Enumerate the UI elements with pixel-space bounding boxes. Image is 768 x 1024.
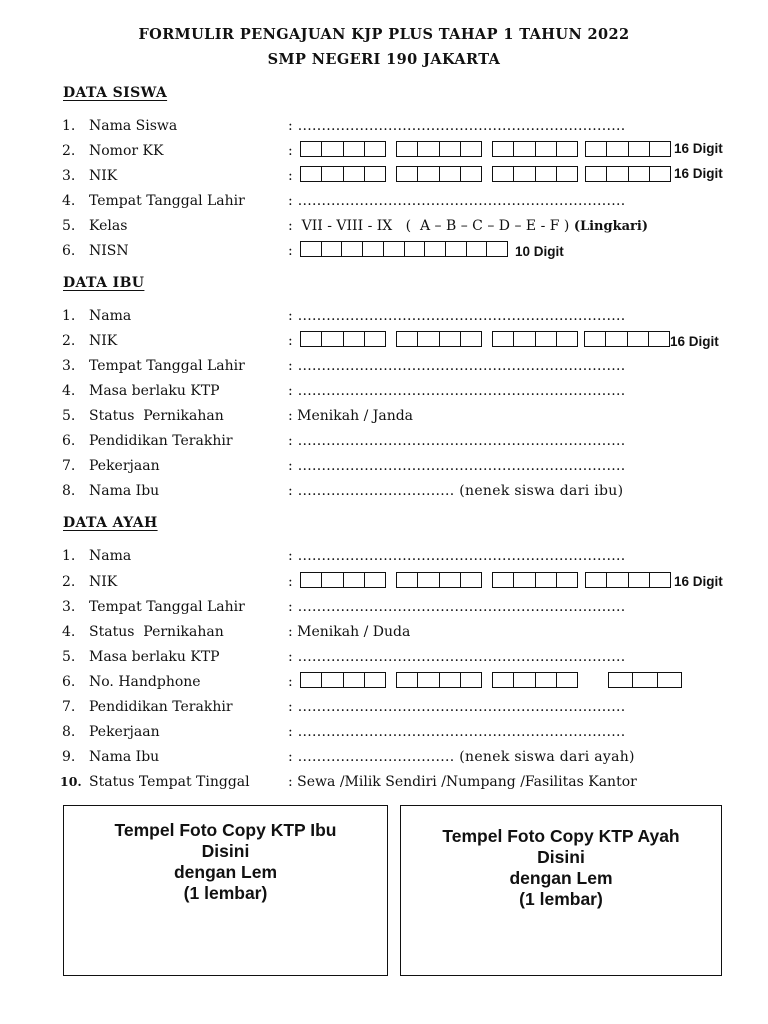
paste-line: dengan Lem xyxy=(173,862,278,882)
paste-line: dengan Lem xyxy=(509,868,613,888)
ibu-nama-field[interactable]: : ..................................................................... xyxy=(288,308,626,324)
field-label: NIK xyxy=(89,168,118,184)
field-label: Tempat Tanggal Lahir xyxy=(89,358,245,374)
ibu-pekerjaan-row xyxy=(0,458,768,480)
field-label: Status Pernikahan xyxy=(89,624,224,640)
paste-line: Tempel Foto Copy KTP Ayah xyxy=(442,826,680,846)
ibu-pendidikan-field[interactable]: : ..................................................................... xyxy=(288,433,626,449)
item-number: 8. xyxy=(62,483,76,499)
ibu-nik-row xyxy=(0,333,768,355)
ayah-nama-row xyxy=(0,548,768,570)
field-label: Status Tempat Tinggal xyxy=(89,774,250,790)
siswa-nama-row xyxy=(0,118,768,140)
field-label: Pendidikan Terakhir xyxy=(89,699,233,715)
field-label: Masa berlaku KTP xyxy=(89,649,220,665)
paste-line: (1 lembar) xyxy=(183,883,268,903)
digit-count-label: 16 Digit xyxy=(670,334,719,349)
ibu-ttl-row xyxy=(0,358,768,380)
digit-count-label: 10 Digit xyxy=(515,244,564,259)
school-name: SMP NEGERI 190 JAKARTA xyxy=(267,51,501,68)
ayah-ttl-row xyxy=(0,599,768,621)
ayah-nama-field[interactable]: : ..................................................................... xyxy=(288,548,626,564)
item-number: 1. xyxy=(62,308,76,324)
ktp-ibu-paste-box xyxy=(63,805,388,976)
paste-line: Disini xyxy=(537,847,585,867)
paste-instructions xyxy=(64,820,387,904)
ayah-tinggal-options[interactable]: : Sewa /Milik Sendiri /Numpang /Fasilitas Kantor xyxy=(288,774,637,790)
siswa-nisn-row xyxy=(0,243,768,265)
ibu-ttl-field[interactable]: : ..................................................................... xyxy=(288,358,626,374)
ibu-status-row xyxy=(0,408,768,430)
digit-box-group[interactable] xyxy=(585,141,671,157)
item-number: 10. xyxy=(60,774,82,789)
item-number: 5. xyxy=(62,408,76,424)
item-number: 5. xyxy=(62,649,76,665)
field-label: NISN xyxy=(89,243,129,259)
field-label: Status Pernikahan xyxy=(89,408,224,424)
siswa-ttl-row xyxy=(0,193,768,215)
ayah-ktp-row xyxy=(0,649,768,671)
ayah-pendidikan-row xyxy=(0,699,768,721)
digit-box-group[interactable] xyxy=(585,572,671,588)
field-label: Tempat Tanggal Lahir xyxy=(89,193,245,209)
item-number: 6. xyxy=(62,243,76,259)
ibu-nama-ibu-row xyxy=(0,483,768,505)
field-label: Pekerjaan xyxy=(89,458,160,474)
item-number: 8. xyxy=(62,724,76,740)
field-label: NIK xyxy=(89,574,118,590)
siswa-ttl-field[interactable]: : ..................................................................... xyxy=(288,193,626,209)
item-number: 3. xyxy=(62,599,76,615)
digit-box-group[interactable] xyxy=(300,166,386,182)
digit-box-group[interactable] xyxy=(492,141,578,157)
ayah-ktp-field[interactable]: : ..................................................................... xyxy=(288,649,626,665)
digit-box-group[interactable] xyxy=(585,166,671,182)
item-number: 1. xyxy=(62,548,76,564)
ibu-pendidikan-row xyxy=(0,433,768,455)
item-number: 6. xyxy=(62,433,76,449)
digit-box-group[interactable] xyxy=(300,672,386,688)
form-title: FORMULIR PENGAJUAN KJP PLUS TAHAP 1 TAHUN 2022 xyxy=(138,26,630,43)
digit-box-group[interactable] xyxy=(396,141,482,157)
field-label: Pendidikan Terakhir xyxy=(89,433,233,449)
field-label: Kelas xyxy=(89,218,128,234)
ayah-status-row xyxy=(0,624,768,646)
ayah-nik-row xyxy=(0,574,768,596)
field-label: Nama xyxy=(89,308,132,324)
digit-box-group[interactable] xyxy=(300,572,386,588)
item-number: 7. xyxy=(62,458,76,474)
ktp-ayah-paste-box xyxy=(400,805,722,976)
field-label: Tempat Tanggal Lahir xyxy=(89,599,245,615)
ayah-tinggal-row xyxy=(0,774,768,796)
colon: : xyxy=(288,674,293,690)
kelas-choices[interactable]: : VII - VIII - IX ( A – B – C – D – E - F ) xyxy=(288,218,570,234)
field-label: No. Handphone xyxy=(89,674,201,690)
field-label: Pekerjaan xyxy=(89,724,160,740)
lingkari-note: (Lingkari) xyxy=(573,219,648,234)
ibu-status-options[interactable]: : Menikah / Janda xyxy=(288,408,414,424)
ayah-pekerjaan-field[interactable]: : ..................................................................... xyxy=(288,724,626,740)
digit-box-group[interactable] xyxy=(584,331,670,347)
section-data-siswa: DATA SISWA xyxy=(63,85,168,101)
item-number: 2. xyxy=(62,143,76,159)
field-label: Nama xyxy=(89,548,132,564)
digit-box-group[interactable] xyxy=(300,141,386,157)
field-label: Nama Siswa xyxy=(89,118,178,134)
digit-box-group[interactable] xyxy=(492,572,578,588)
item-number: 3. xyxy=(62,358,76,374)
ibu-pekerjaan-field[interactable]: : ..................................................................... xyxy=(288,458,626,474)
digit-box-group[interactable] xyxy=(396,166,482,182)
colon: : xyxy=(288,143,293,159)
ibu-nama-row xyxy=(0,308,768,330)
digit-box-group[interactable] xyxy=(492,672,578,688)
field-label: Masa berlaku KTP xyxy=(89,383,220,399)
ibu-ktp-row xyxy=(0,383,768,405)
siswa-kk-row xyxy=(0,143,768,165)
siswa-nama-field[interactable]: : ..................................................................... xyxy=(288,118,626,134)
item-number: 9. xyxy=(62,749,76,765)
item-number: 3. xyxy=(62,168,76,184)
ayah-status-options[interactable]: : Menikah / Duda xyxy=(288,624,411,640)
ibu-ktp-field[interactable]: : ..................................................................... xyxy=(288,383,626,399)
siswa-nik-row xyxy=(0,168,768,190)
digit-box-group[interactable] xyxy=(492,166,578,182)
field-label: Nama Ibu xyxy=(89,483,160,499)
item-number: 2. xyxy=(62,574,76,590)
ayah-hp-row xyxy=(0,674,768,696)
paste-line: Tempel Foto Copy KTP Ibu xyxy=(114,820,337,840)
field-label: Nomor KK xyxy=(89,143,164,159)
item-number: 2. xyxy=(62,333,76,349)
colon: : xyxy=(288,333,293,349)
ayah-pendidikan-field[interactable]: : ..................................................................... xyxy=(288,699,626,715)
digit-box-group[interactable] xyxy=(300,331,386,347)
digit-box-group[interactable] xyxy=(396,331,482,347)
field-label: NIK xyxy=(89,333,118,349)
item-number: 4. xyxy=(62,624,76,640)
siswa-kelas-row xyxy=(0,218,768,240)
item-number: 1. xyxy=(62,118,76,134)
digit-box-group[interactable] xyxy=(300,241,508,257)
ayah-pekerjaan-row xyxy=(0,724,768,746)
ayah-nama-ibu-row xyxy=(0,749,768,771)
item-number: 6. xyxy=(62,674,76,690)
ibu-nama-ibu-field[interactable]: : ................................. (nenek siswa dari ibu) xyxy=(288,483,624,499)
item-number: 5. xyxy=(62,218,76,234)
item-number: 7. xyxy=(62,699,76,715)
field-label: Nama Ibu xyxy=(89,749,160,765)
section-data-ayah: DATA AYAH xyxy=(63,515,158,531)
ayah-nama-ibu-field[interactable]: : ................................. (nenek siswa dari ayah) xyxy=(288,749,635,765)
paste-line: Disini xyxy=(201,841,250,861)
digit-box-group[interactable] xyxy=(396,672,482,688)
digit-count-label: 16 Digit xyxy=(674,141,723,156)
digit-count-label: 16 Digit xyxy=(674,166,723,181)
paste-instructions xyxy=(401,826,721,910)
item-number: 4. xyxy=(62,383,76,399)
ayah-ttl-field[interactable]: : ..................................................................... xyxy=(288,599,626,615)
item-number: 4. xyxy=(62,193,76,209)
digit-box-group[interactable] xyxy=(396,572,482,588)
colon: : xyxy=(288,168,293,184)
section-data-ibu: DATA IBU xyxy=(63,275,145,291)
siswa-kelas-options[interactable] xyxy=(288,218,648,234)
paste-line: (1 lembar) xyxy=(519,889,603,909)
digit-box-group[interactable] xyxy=(608,672,682,688)
digit-box-group[interactable] xyxy=(492,331,578,347)
colon: : xyxy=(288,243,293,259)
digit-count-label: 16 Digit xyxy=(674,574,723,589)
colon: : xyxy=(288,574,293,590)
